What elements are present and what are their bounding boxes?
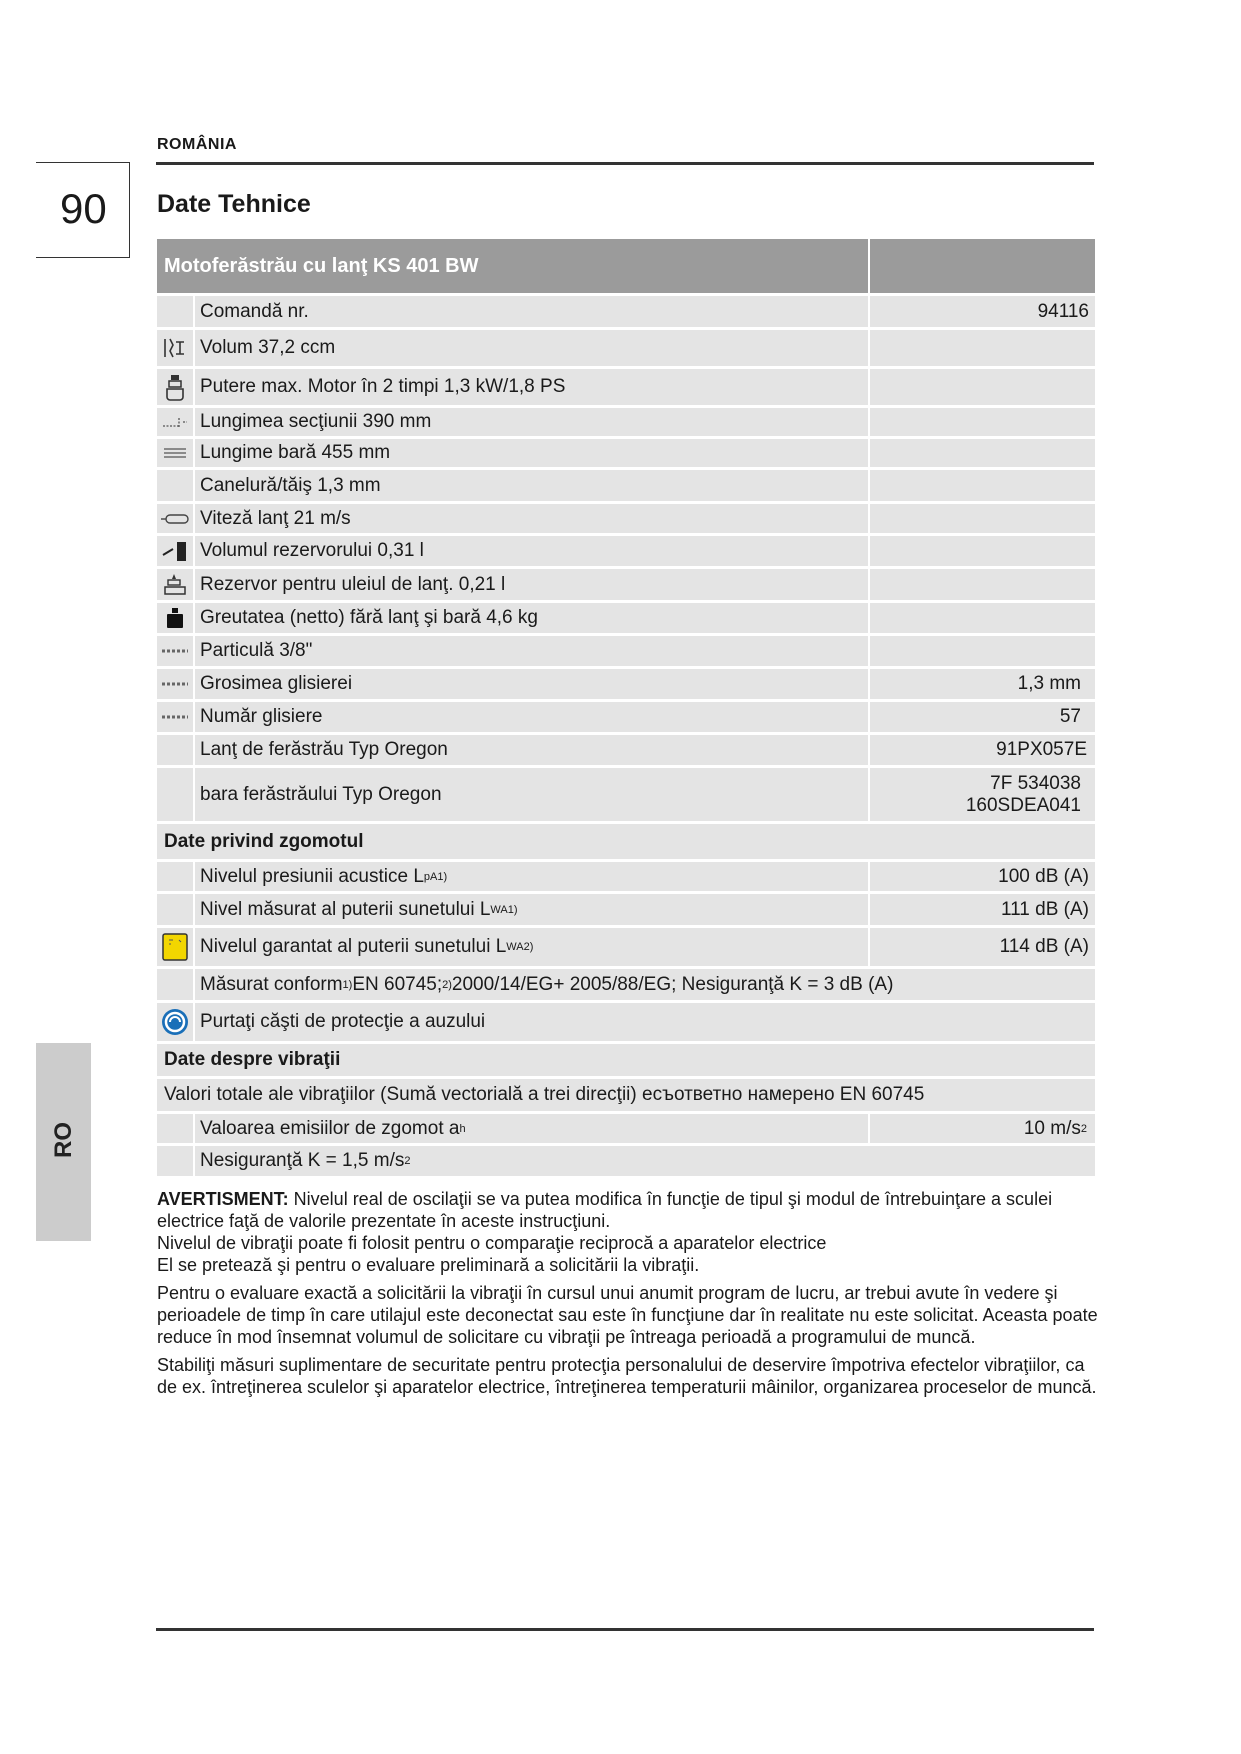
spec-label: Lanţ de ferăstrău Typ Oregon [195, 735, 870, 765]
chain-speed-icon [157, 504, 195, 533]
table-row [157, 470, 1095, 504]
table-row [157, 536, 1095, 569]
spec-label: Lungimea secţiunii 390 mm [195, 408, 870, 436]
spec-value [870, 504, 1095, 533]
table-row [157, 1114, 1095, 1146]
table-row [157, 636, 1095, 669]
measurement-standards: Măsurat conform 1) EN 60745; 2) 2000/14/EG+ 2005/88/EG; Nesiguranţă K = 3 dB (A) [195, 969, 1095, 1000]
table-row [157, 862, 1095, 894]
table-row [157, 1146, 1095, 1176]
spec-value [870, 603, 1095, 633]
table-row [157, 768, 1095, 824]
spec-value: 91PX057E [870, 735, 1095, 765]
table-row [157, 439, 1095, 470]
table-header [157, 239, 1095, 296]
engine-displacement-icon [157, 330, 195, 366]
spec-value [870, 330, 1095, 366]
cutting-length-icon [157, 408, 195, 436]
spec-label: Lungime bară 455 mm [195, 439, 870, 467]
spec-value [870, 408, 1095, 436]
spec-label: Nivelul garantat al puterii sunetului L WA 2) [195, 928, 870, 966]
warning-text [157, 1188, 1102, 1398]
spec-value [870, 439, 1095, 467]
spec-label: Putere max. Motor în 2 timpi 1,3 kW/1,8 PS [195, 369, 870, 405]
spec-value [870, 536, 1095, 566]
spec-label: Rezervor pentru uleiul de lanţ. 0,21 l [195, 569, 870, 600]
bottom-divider [156, 1628, 1094, 1631]
spec-value: 114 dB (A) [870, 928, 1095, 966]
hearing-protection-note: Purtaţi căşti de protecţie a auzului [195, 1003, 1095, 1041]
spec-value [870, 569, 1095, 600]
chain-oil-icon [157, 569, 195, 600]
table-title: Motoferăstrău cu lanţ KS 401 BW [157, 239, 870, 293]
table-row [157, 296, 1095, 330]
spec-label: Grosimea glisierei [195, 669, 870, 699]
spec-label: Valoarea emisiilor de zgomot a h [195, 1114, 870, 1143]
warning-paragraph-2: Pentru o evaluare exactă a solicitării la vibraţii în cursul unui anumit program de lucru, ar trebui avute în vedere şi perioadele de timp în care utilajul este deconectat sau este în funcţiune dar în realitate nu este solicitat. Aceasta poate reduce în mod însemnat volumul de solicitare cu vibraţii pe întreaga perioadă a programului de muncă. [157, 1283, 1098, 1347]
language-tab-label: RO [50, 1122, 77, 1158]
spec-value: 57 [870, 702, 1095, 732]
spec-label: Nivel măsurat al puterii sunetului L WA 1) [195, 894, 870, 925]
spec-value [870, 768, 1095, 821]
table-row [157, 569, 1095, 603]
guaranteed-noise-label-icon [157, 928, 195, 966]
table-row [157, 1003, 1095, 1044]
section-title: Date Tehnice [157, 190, 311, 218]
vibration-section-header [157, 1044, 1095, 1079]
spec-value [870, 636, 1095, 666]
noise-header: Date privind zgomotul [157, 824, 1095, 859]
weight-icon [157, 603, 195, 633]
table-row [157, 1079, 1095, 1114]
warning-paragraph-1: AVERTISMENT: Nivelul real de oscilaţii se va putea modifica în funcţie de tipul şi modul de întrebuinţare a sculei electrice faţă de valorile prezentate în aceste instrucţiuni. [157, 1189, 1053, 1231]
chain-icon [157, 702, 195, 732]
spec-label: Volumul rezervorului 0,31 l [195, 536, 870, 566]
table-row [157, 928, 1095, 969]
table-row [157, 702, 1095, 735]
motor-power-icon [157, 369, 195, 405]
table-row [157, 408, 1095, 439]
technical-data-table [157, 239, 1095, 1176]
spec-label: Număr glisiere [195, 702, 870, 732]
vibration-total-label: Valori totale ale vibraţiilor (Sumă vectorială a trei direcţii) есъответно намерено EN 60745 [157, 1079, 1095, 1111]
chain-icon [157, 669, 195, 699]
spec-label: bara ferăstrăului Typ Oregon [195, 768, 870, 821]
spec-label: Viteză lanţ 21 m/s [195, 504, 870, 533]
vibration-header: Date despre vibraţii [157, 1044, 1095, 1076]
table-row [157, 669, 1095, 702]
spec-label: Particulă 3/8" [195, 636, 870, 666]
table-row [157, 735, 1095, 768]
table-header-value-cell [870, 239, 1095, 293]
spec-value: 100 dB (A) [870, 862, 1095, 891]
country-label: ROMÂNIA [157, 136, 237, 153]
vibration-uncertainty: Nesiguranţă K = 1,5 m/s 2 [195, 1146, 1095, 1176]
page-number: 90 [60, 185, 107, 232]
bar-part-number: 7F 534038 [990, 772, 1081, 794]
spec-label: Nivelul presiunii acustice L pA 1) [195, 862, 870, 891]
bar-length-icon [157, 439, 195, 467]
spec-value [870, 470, 1095, 501]
spec-label: Volum 37,2 ccm [195, 330, 870, 366]
table-row [157, 969, 1095, 1003]
spec-value: 111 dB (A) [870, 894, 1095, 925]
table-row [157, 504, 1095, 536]
spec-label: Greutatea (netto) fără lanţ şi bară 4,6 kg [195, 603, 870, 633]
spec-value: 10 m/s 2 [870, 1114, 1095, 1143]
noise-section-header [157, 824, 1095, 862]
top-divider [156, 162, 1094, 165]
warning-lead: AVERTISMENT: [157, 1189, 289, 1209]
fuel-tank-icon [157, 536, 195, 566]
bar-model-number: 160SDEA041 [965, 794, 1081, 816]
chain-icon [157, 636, 195, 666]
spec-label: Canelură/tăiş 1,3 mm [195, 470, 870, 501]
table-row [157, 330, 1095, 369]
spec-label: Comandă nr. [195, 296, 870, 327]
table-row [157, 603, 1095, 636]
hearing-protection-icon [157, 1003, 195, 1041]
spec-value: 1,3 mm [870, 669, 1095, 699]
warning-paragraph-3: Stabiliţi măsuri suplimentare de securitate pentru protecţia personalului de deservire împotriva efectelor vibraţiilor, ca de ex. întreţinerea sculelor şi aparatelor electrice, întreţinerea temperaturii mâinilor, organizarea proceselor de muncă. [157, 1355, 1097, 1397]
table-row [157, 369, 1095, 408]
table-row [157, 894, 1095, 928]
warning-line: El se pretează şi pentru o evaluare preliminară a solicitării la vibraţii. [157, 1255, 700, 1275]
warning-line: Nivelul de vibraţii poate fi folosit pentru o comparaţie reciprocă a aparatelor electrice [157, 1233, 827, 1253]
spec-value [870, 369, 1095, 405]
spec-value: 94116 [870, 296, 1095, 327]
